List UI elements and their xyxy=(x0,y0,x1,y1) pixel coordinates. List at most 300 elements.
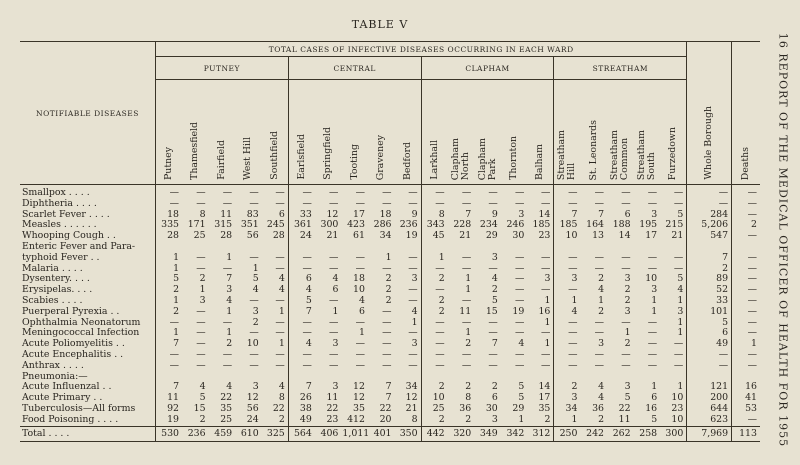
table-cell: — xyxy=(621,348,631,360)
table-cell: 18 xyxy=(379,208,392,220)
table-cell: — xyxy=(355,338,365,350)
table-cell: 1 xyxy=(544,338,551,350)
table-cell: 4 xyxy=(199,381,206,393)
table-cell: — xyxy=(329,359,339,371)
table-cell: 2 xyxy=(687,264,732,275)
table-cell: 12 xyxy=(405,392,418,404)
table-cell: — xyxy=(329,294,339,306)
table-cell: 4 xyxy=(598,381,605,393)
table-cell: 342 xyxy=(501,426,528,441)
table-cell: — xyxy=(732,350,760,361)
table-cell: 1 xyxy=(554,296,581,307)
table-cell: — xyxy=(288,253,315,264)
table-cell: — xyxy=(288,318,315,329)
table-cell: 2 xyxy=(385,273,392,285)
table-cell: 28 xyxy=(155,231,182,242)
table-cell: 3 xyxy=(554,274,581,285)
table-cell: 1 xyxy=(544,294,551,306)
disease-label: typhoid Fever . . xyxy=(22,252,100,263)
table-cell: — xyxy=(541,187,551,198)
table-cell: 5 xyxy=(155,274,182,285)
table-cell: 1 xyxy=(651,305,658,317)
table-cell: — xyxy=(421,350,448,361)
col-header-ward: West Hill xyxy=(235,80,262,185)
table-cell: 1 xyxy=(518,413,525,425)
table-cell: 1 xyxy=(155,296,182,307)
table-cell: — xyxy=(288,328,315,339)
table-cell: — xyxy=(673,187,684,198)
table-cell: — xyxy=(647,359,658,371)
table-cell: — xyxy=(732,296,760,307)
table-row xyxy=(20,307,760,318)
table-cell: 5,206 xyxy=(687,220,732,231)
table-cell: 228 xyxy=(453,219,472,231)
table-cell: 3 xyxy=(491,251,498,263)
table-cell: — xyxy=(554,350,581,361)
table-cell: 89 xyxy=(687,274,732,285)
table-cell: — xyxy=(594,187,605,198)
table-cell: 5 xyxy=(518,392,525,404)
table-cell: — xyxy=(554,264,581,275)
table-cell: — xyxy=(329,187,339,198)
table-cell: 1 xyxy=(651,381,658,393)
table-cell: 23 xyxy=(326,413,339,425)
table-cell: 33 xyxy=(687,296,732,307)
table-cell: — xyxy=(594,316,605,328)
table-cell: — xyxy=(541,359,551,371)
table-cell: — xyxy=(488,359,498,371)
table-cell: 2 xyxy=(226,338,233,350)
col-header-ward: Streatham Common xyxy=(607,80,634,185)
table-cell: 41 xyxy=(732,393,760,404)
table-cell: 18 xyxy=(353,273,365,285)
table-cell: 2 xyxy=(624,338,631,350)
table-cell: — xyxy=(647,338,658,350)
table-cell: 564 xyxy=(288,426,315,441)
table-cell: — xyxy=(355,187,365,198)
table-cell: 242 xyxy=(580,426,607,441)
table-cell: — xyxy=(288,185,315,199)
table-cell: 246 xyxy=(506,219,525,231)
table-cell: 1 xyxy=(385,251,392,263)
table-title: TABLE V xyxy=(351,18,409,31)
table-cell: — xyxy=(275,327,285,339)
table-cell: 547 xyxy=(687,231,732,242)
table-cell: 3 xyxy=(252,381,259,393)
table-cell: 1 xyxy=(226,251,233,263)
table-cell: 258 xyxy=(634,426,661,441)
table-cell: — xyxy=(329,327,339,339)
table-cell: 7 xyxy=(465,208,472,220)
table-cell: 101 xyxy=(687,307,732,318)
disease-label: Ophthalmia Neonatorum xyxy=(22,317,141,328)
table-cell: 22 xyxy=(220,392,233,404)
table-cell: — xyxy=(275,187,285,198)
table-cell: — xyxy=(621,187,631,198)
table-cell: 7 xyxy=(687,253,732,264)
group-streatham: STREATHAM xyxy=(554,57,687,80)
table-cell: — xyxy=(421,318,448,329)
col-header-ward: Streatham South xyxy=(634,80,661,185)
table-cell: — xyxy=(196,316,206,328)
table-cell: — xyxy=(647,327,658,339)
col-header-deaths: Deaths xyxy=(732,42,760,185)
table-cell: — xyxy=(355,197,365,209)
table-cell: 644 xyxy=(687,404,732,415)
table-cell: — xyxy=(647,197,658,209)
table-cell: 1 xyxy=(155,328,182,339)
table-cell: 4 xyxy=(677,284,684,296)
disease-label: Scarlet Fever . . . . xyxy=(22,209,110,220)
table-cell: 7 xyxy=(598,208,605,220)
table-cell: 4 xyxy=(554,307,581,318)
table-cell: 7 xyxy=(385,381,392,393)
table-cell: — xyxy=(288,264,315,275)
table-cell: 5 xyxy=(677,273,684,285)
table-cell: 16 xyxy=(538,305,551,317)
table-cell: 361 xyxy=(288,220,315,231)
table-cell: — xyxy=(275,348,285,360)
table-cell: 185 xyxy=(532,219,551,231)
table-cell: — xyxy=(687,199,732,210)
table-cell: — xyxy=(408,187,418,198)
table-cell: 22 xyxy=(272,402,285,414)
disease-label: Scabies . . . . xyxy=(22,295,83,306)
table-cell: — xyxy=(732,415,760,426)
table-cell: 3 xyxy=(624,381,631,393)
table-cell: 2 xyxy=(598,273,605,285)
disease-label: Anthrax . . . . xyxy=(22,360,84,371)
table-cell: 21 xyxy=(671,230,684,242)
table-cell: — xyxy=(249,197,259,209)
table-cell: 335 xyxy=(155,220,182,231)
table-cell: 1 xyxy=(155,264,182,275)
table-cell: 4 xyxy=(598,392,605,404)
table-cell: 2 xyxy=(155,285,182,296)
group-central: CENTRAL xyxy=(288,57,421,80)
table-cell: 7 xyxy=(155,382,182,393)
table-cell: — xyxy=(514,273,525,285)
table-cell: — xyxy=(382,187,392,198)
disease-label: Acute Primary . . xyxy=(22,393,103,404)
table-cell: 25 xyxy=(220,413,233,425)
table-cell: 2 xyxy=(465,338,472,350)
table-cell: 1 xyxy=(252,262,259,274)
disease-label: Acute Encephalitis . . xyxy=(22,349,124,360)
table-cell: 5 xyxy=(288,296,315,307)
table-cell: 3 xyxy=(226,284,233,296)
table-cell: 10 xyxy=(645,273,658,285)
table-cell: — xyxy=(541,262,551,274)
table-cell: 5 xyxy=(491,294,498,306)
table-cell: — xyxy=(155,350,182,361)
table-cell: — xyxy=(355,348,365,360)
table-cell: 24 xyxy=(246,413,259,425)
table-cell: 2 xyxy=(465,381,472,393)
disease-label: Enteric Fever and Para- xyxy=(22,241,136,252)
table-cell: 1 xyxy=(332,305,339,317)
table-cell: 350 xyxy=(395,426,422,441)
table-cell: 8 xyxy=(199,208,206,220)
table-cell: 2 xyxy=(491,381,498,393)
table-cell: — xyxy=(382,197,392,209)
table-cell: — xyxy=(196,327,206,339)
table-cell: 2 xyxy=(598,305,605,317)
table-cell: — xyxy=(461,316,472,328)
table-cell: 6 xyxy=(332,284,339,296)
table-cell: 28 xyxy=(220,230,233,242)
table-cell: 3 xyxy=(411,273,418,285)
table-cell: — xyxy=(249,359,259,371)
table-cell: 16 xyxy=(732,382,760,393)
table-cell: 6 xyxy=(491,392,498,404)
table-cell: — xyxy=(514,348,525,360)
table-cell: 45 xyxy=(421,231,448,242)
table-cell: 11 xyxy=(155,393,182,404)
table-cell: — xyxy=(461,251,472,263)
table-cell: — xyxy=(514,284,525,296)
table-cell: — xyxy=(621,251,631,263)
disease-label: Pneumonia:— xyxy=(22,371,88,382)
table-cell: — xyxy=(621,262,631,274)
disease-label: Acute Poliomyelitis . . xyxy=(22,339,125,350)
table-cell: 185 xyxy=(554,220,581,231)
table-cell: 1 xyxy=(278,338,285,350)
table-cell: 4 xyxy=(278,273,285,285)
disease-label: Malaria . . . . xyxy=(22,263,83,274)
table-cell: — xyxy=(541,348,551,360)
table-cell: 1 xyxy=(651,294,658,306)
table-cell: 7 xyxy=(491,338,498,350)
table-cell: 4 xyxy=(226,294,233,306)
table-cell: 406 xyxy=(315,426,342,441)
table-cell: — xyxy=(514,294,525,306)
col-header-ward: Balham xyxy=(527,80,554,185)
col-header-ward: Earlsfield xyxy=(288,80,315,185)
table-cell: — xyxy=(196,305,206,317)
table-cell: — xyxy=(155,185,182,199)
table-cell: — xyxy=(421,264,448,275)
table-cell: — xyxy=(355,359,365,371)
table-cell: 1 xyxy=(465,273,472,285)
disease-label: Measles . . . . . . xyxy=(22,220,97,231)
table-cell: 38 xyxy=(288,404,315,415)
table-cell: 343 xyxy=(421,220,448,231)
table-cell: — xyxy=(732,199,760,210)
table-cell: 35 xyxy=(353,402,365,414)
table-cell: — xyxy=(514,251,525,263)
table-cell: — xyxy=(488,348,498,360)
table-cell: 29 xyxy=(485,230,498,242)
table-cell: 22 xyxy=(618,402,631,414)
table-cell: 21 xyxy=(405,402,418,414)
table-cell: — xyxy=(488,197,498,209)
table-cell: 10 xyxy=(671,413,684,425)
table-cell: 7 xyxy=(155,339,182,350)
table-cell: 19 xyxy=(512,305,525,317)
table-cell: 171 xyxy=(187,219,206,231)
table-cell: 17 xyxy=(645,230,658,242)
table-cell: — xyxy=(275,251,285,263)
table-cell: — xyxy=(647,251,658,263)
col-header-ward: Fairfield xyxy=(209,80,236,185)
row-header: NOTIFIABLE DISEASES xyxy=(20,42,155,185)
table-cell: — xyxy=(196,187,206,198)
col-header-ward: Thornton xyxy=(501,80,528,185)
table-cell: 1 xyxy=(598,294,605,306)
table-cell: — xyxy=(554,339,581,350)
table-cell: 3 xyxy=(624,305,631,317)
table-cell: — xyxy=(673,359,684,371)
table-cell: 2 xyxy=(421,307,448,318)
disease-label: Dysentery. . . . xyxy=(22,274,90,285)
table-cell: 19 xyxy=(155,415,182,426)
table-cell: 23 xyxy=(671,402,684,414)
table-cell: — xyxy=(732,285,760,296)
col-header-ward: Larkhall xyxy=(421,80,448,185)
table-cell: 1 xyxy=(226,305,233,317)
page-header-vertical: 16 REPORT OF THE MEDICAL OFFICER OF HEALTH FOR 1955 xyxy=(776,32,790,448)
table-cell: — xyxy=(421,199,448,210)
table-cell: 286 xyxy=(373,219,392,231)
table-row xyxy=(20,253,760,264)
table-cell: 349 xyxy=(474,426,501,441)
table-cell: 36 xyxy=(592,402,605,414)
table-cell: — xyxy=(673,197,684,209)
table-cell: — xyxy=(329,348,339,360)
table-cell: — xyxy=(488,327,498,339)
table-cell: 4 xyxy=(598,284,605,296)
table-cell: — xyxy=(421,285,448,296)
table-cell: — xyxy=(554,185,581,199)
table-cell: 6 xyxy=(624,208,631,220)
table-cell: — xyxy=(514,262,525,274)
table-cell: — xyxy=(461,197,472,209)
table-cell: 25 xyxy=(193,230,206,242)
table-cell: 35 xyxy=(538,402,551,414)
table-cell: 10 xyxy=(353,284,365,296)
table-cell: 6 xyxy=(359,305,365,317)
table-cell: — xyxy=(155,199,182,210)
table-cell: — xyxy=(594,262,605,274)
table-cell: — xyxy=(196,251,206,263)
table-cell: — xyxy=(222,187,233,198)
col-header-ward: Clapham North xyxy=(448,80,475,185)
table-cell: — xyxy=(541,197,551,209)
table-cell: 8 xyxy=(278,392,285,404)
table-cell: — xyxy=(732,328,760,339)
table-cell: 121 xyxy=(687,382,732,393)
table-cell: 17 xyxy=(538,392,551,404)
table-cell: 3 xyxy=(598,338,605,350)
table-cell: 2 xyxy=(465,413,472,425)
table-cell: 4 xyxy=(288,285,315,296)
table-cell: — xyxy=(514,327,525,339)
table-cell: 28 xyxy=(272,230,285,242)
table-cell: 1 xyxy=(421,253,448,264)
table-cell: 412 xyxy=(347,413,365,425)
table-cell: — xyxy=(382,316,392,328)
table-cell: 2 xyxy=(421,415,448,426)
table-cell: — xyxy=(554,361,581,372)
table-cell: 21 xyxy=(326,230,339,242)
table-cell: 7 xyxy=(226,273,233,285)
table-cell: 1 xyxy=(677,294,684,306)
table-cell: 20 xyxy=(379,413,392,425)
table-cell: — xyxy=(382,359,392,371)
infective-diseases-table xyxy=(20,41,760,442)
table-cell: — xyxy=(249,327,259,339)
table-cell: 234 xyxy=(479,219,498,231)
table-cell: — xyxy=(673,338,684,350)
disease-label: Diphtheria . . . . xyxy=(22,198,97,209)
table-cell: — xyxy=(554,253,581,264)
table-cell: 3 xyxy=(651,284,658,296)
table-cell: — xyxy=(647,187,658,198)
table-cell: 1 xyxy=(732,339,760,350)
table-cell: 250 xyxy=(554,426,581,441)
table-cell: 9 xyxy=(491,208,498,220)
table-cell: 33 xyxy=(288,210,315,221)
table-cell: 188 xyxy=(612,219,631,231)
table-cell: 30 xyxy=(485,402,498,414)
table-cell: — xyxy=(647,316,658,328)
table-cell: — xyxy=(196,197,206,209)
table-cell: 6 xyxy=(278,208,285,220)
table-cell: 92 xyxy=(155,404,182,415)
table-cell: 2 xyxy=(155,307,182,318)
table-cell: 3 xyxy=(411,338,418,350)
table-cell: — xyxy=(514,316,525,328)
table-cell: 2 xyxy=(544,413,551,425)
table-cell: 11 xyxy=(618,413,631,425)
table-cell: 1 xyxy=(624,327,631,339)
table-cell: 1 xyxy=(544,316,551,328)
table-cell: — xyxy=(329,197,339,209)
table-cell: — xyxy=(382,305,392,317)
table-cell: 29 xyxy=(512,402,525,414)
table-cell: — xyxy=(421,185,448,199)
table-cell: 423 xyxy=(347,219,365,231)
col-header-ward: Clapham Park xyxy=(474,80,501,185)
table-cell: — xyxy=(275,316,285,328)
table-cell: 12 xyxy=(246,392,259,404)
table-cell: — xyxy=(541,251,551,263)
table-cell: 2 xyxy=(421,296,448,307)
table-heading: TOTAL CASES OF INFECTIVE DISEASES OCCURRING IN EACH WARD xyxy=(155,42,686,57)
table-cell: 1 xyxy=(359,327,365,339)
table-cell: — xyxy=(382,327,392,339)
table-cell: 5 xyxy=(651,413,658,425)
table-cell: 1 xyxy=(226,327,233,339)
table-cell: 15 xyxy=(193,402,206,414)
table-cell: — xyxy=(461,262,472,274)
table-cell: — xyxy=(408,284,418,296)
table-cell: 56 xyxy=(246,402,259,414)
table-row xyxy=(20,361,760,372)
table-cell: — xyxy=(554,318,581,329)
table-cell: — xyxy=(408,348,418,360)
table-cell: 200 xyxy=(687,393,732,404)
table-cell: — xyxy=(382,348,392,360)
table-cell: — xyxy=(488,262,498,274)
table-cell: 7 xyxy=(288,307,315,318)
table-cell: 442 xyxy=(421,426,448,441)
disease-label: Total . . . . xyxy=(20,426,155,441)
table-cell: 3 xyxy=(332,338,339,350)
table-cell: 19 xyxy=(405,230,418,242)
table-cell: — xyxy=(621,316,631,328)
